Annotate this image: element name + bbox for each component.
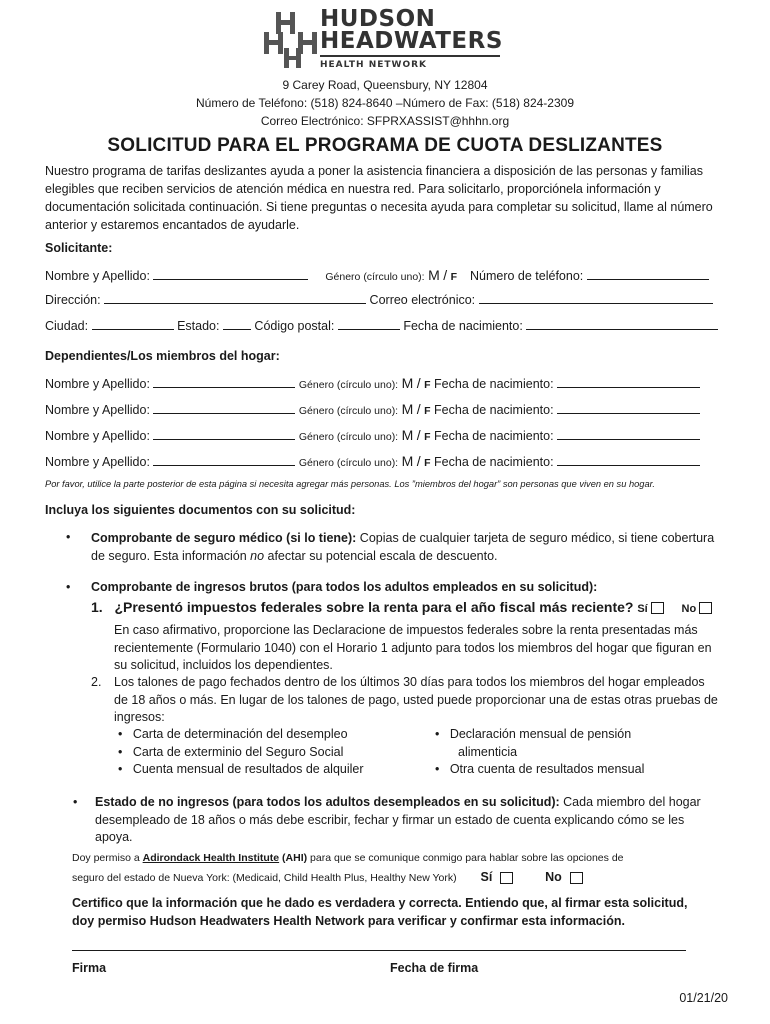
dependent-gender-m[interactable]: M: [401, 375, 414, 391]
tax-no-checkbox[interactable]: [699, 602, 712, 614]
dependent-dob-field[interactable]: [557, 376, 700, 388]
proof-item-continued: alimenticia: [458, 744, 518, 759]
proof-item: [118, 726, 418, 744]
paystub-line-3: ingresos:: [114, 710, 165, 724]
applicant-address-label: Dirección:: [45, 293, 101, 307]
ahi-yes-checkbox[interactable]: [500, 872, 513, 884]
dependents-note: Por favor, utilice la parte posterior de esta página si necesita agregar más personas. Los ”miembros del hogar” son personas que viven en su hogar.: [45, 479, 655, 489]
dependent-name-label: Nombre y Apellido:: [45, 403, 150, 417]
insurance-heading: Comprobante de seguro médico (si lo tiene):: [91, 531, 357, 545]
certification-line-2: doy permiso Hudson Headwaters Health Network para verificar y confirmar esta información.: [72, 914, 625, 928]
proof-item: [435, 726, 735, 744]
applicant-state-label: Estado:: [177, 319, 220, 333]
proof-item-text: Declaración mensual de pensión: [449, 727, 632, 741]
gender-slash: /: [416, 427, 421, 443]
applicant-city-label: Ciudad:: [45, 319, 89, 333]
hhhn-logo-mark-icon: [262, 10, 320, 70]
tax-detail-line-2: recientemente (Formulario 1040) con el Horario 1 adjunto para todos los miembros del hogar que figuran en: [114, 640, 712, 655]
signature-date-label: Fecha de firma: [390, 961, 479, 975]
applicant-city-field[interactable]: [92, 318, 174, 330]
ahi-programs: seguro del estado de Nueva York: (Medicaid, Child Health Plus, Healthy New York): [72, 872, 457, 884]
tax-question-number: 1.: [91, 599, 103, 615]
insurance-text-2b: no: [250, 549, 265, 563]
dependent-gender-label: Género (círculo uno):: [298, 457, 399, 469]
applicant-phone-field[interactable]: [587, 268, 709, 280]
tax-yes-checkbox[interactable]: [651, 602, 664, 614]
applicant-zip-label: Código postal:: [254, 319, 335, 333]
applicant-row-1: [45, 266, 730, 286]
dependent-row: [45, 400, 730, 420]
bullet-dot-icon: •: [435, 727, 440, 741]
insurance-line-1: [91, 529, 731, 547]
income-heading: Comprobante de ingresos brutos (para todos los adultos empleados en su solicitud):: [91, 580, 598, 594]
applicant-gender-f[interactable]: F: [450, 271, 458, 283]
applicant-email-field[interactable]: [479, 292, 713, 304]
dependent-dob-field[interactable]: [557, 454, 700, 466]
paystub-number: 2.: [91, 675, 102, 689]
dependent-gender-f[interactable]: F: [424, 431, 431, 443]
bullet-dot-icon: •: [66, 580, 71, 594]
tax-yes-label: Sí: [637, 603, 648, 615]
dependent-gender-m[interactable]: M: [401, 427, 414, 443]
bullet-dot-icon: •: [66, 530, 71, 544]
gender-slash: /: [416, 375, 421, 391]
form-title: SOLICITUD PARA EL PROGRAMA DE CUOTA DESLIZANTES: [107, 135, 663, 156]
certification-line-1: Certifico que la información que he dado es verdadera y correcta. Entiendo que, al firmar esta solicitud,: [72, 896, 688, 910]
applicant-state-field[interactable]: [223, 318, 251, 330]
ahi-line-1: [72, 849, 732, 868]
email-line: Correo Electrónico: SFPRXASSIST@hhhn.org: [260, 114, 510, 128]
dependent-gender-f[interactable]: F: [424, 457, 431, 469]
dependent-row: [45, 426, 730, 446]
bullet-dot-icon: •: [118, 762, 123, 776]
dependents-heading: Dependientes/Los miembros del hogar:: [45, 349, 280, 363]
applicant-row-3: [45, 318, 730, 336]
dependent-name-label: Nombre y Apellido:: [45, 429, 150, 443]
proof-item: [118, 761, 418, 779]
logo-line-hudson: HUDSON: [320, 6, 436, 32]
dependent-dob-field[interactable]: [557, 428, 700, 440]
no-income-line-2: desempleado de 18 años o más debe escribir, fechar y firmar un estado de cuenta explicando cómo se les: [95, 812, 685, 827]
dependent-dob-label: Fecha de nacimiento:: [434, 429, 554, 443]
logo-rule: [320, 55, 500, 57]
insurance-text-2c: afectar su potencial escala de descuento.: [264, 549, 498, 563]
logo-wordmark: [320, 8, 503, 72]
gender-slash: /: [416, 453, 421, 469]
dependent-row: [45, 452, 730, 472]
ahi-org-name: Adirondack Health Institute: [142, 852, 280, 864]
bullet-dot-icon: •: [73, 795, 78, 809]
logo-line-health-network: HEALTH NETWORK: [320, 60, 427, 70]
proof-item: [118, 744, 418, 762]
proof-item: [435, 761, 735, 779]
bullet-dot-icon: •: [118, 744, 123, 759]
applicant-address-field[interactable]: [104, 292, 366, 304]
dependent-dob-label: Fecha de nacimiento:: [434, 377, 554, 391]
no-income-heading: Estado de no ingresos (para todos los adultos desempleados en su solicitud):: [95, 795, 560, 809]
dependent-gender-label: Género (círculo uno):: [298, 431, 399, 443]
tax-question: [91, 598, 731, 618]
no-income-item: [95, 794, 735, 847]
proof-item-text: Carta de exterminio del Seguro Social: [132, 744, 344, 759]
bullet-dot-icon: •: [435, 762, 440, 776]
dependent-dob-label: Fecha de nacimiento:: [434, 403, 554, 417]
dependent-name-field[interactable]: [153, 454, 295, 466]
address-line: 9 Carey Road, Queensbury, NY 12804: [282, 78, 488, 92]
ahi-prefix: Doy permiso a: [72, 852, 143, 864]
ahi-line-2: [72, 868, 732, 888]
paystub-text: [114, 674, 734, 727]
proof-item-text: Otra cuenta de resultados mensual: [449, 762, 645, 776]
applicant-row-2: [45, 292, 730, 310]
revision-date: 01/21/20: [679, 991, 728, 1005]
signature-label: Firma: [72, 961, 107, 975]
signature-line[interactable]: [72, 950, 686, 951]
insurance-text-1: Copias de cualquier tarjeta de seguro médico, si tiene cobertura: [356, 531, 715, 545]
applicant-name-field[interactable]: [153, 268, 308, 280]
tax-detail-line-1: En caso afirmativo, proporcione las Declaracione de impuestos federales sobre la renta presentadas más: [114, 623, 698, 637]
dependent-gender-f[interactable]: F: [424, 405, 431, 417]
dependent-name-field[interactable]: [153, 376, 295, 388]
logo: [262, 8, 512, 72]
tax-detail-line-3: su solicitud, incluidos los dependientes.: [114, 658, 333, 672]
dependent-row: [45, 374, 730, 394]
dependent-gender-m[interactable]: M: [401, 401, 414, 417]
dependent-name-label: Nombre y Apellido:: [45, 455, 150, 469]
dependent-dob-label: Fecha de nacimiento:: [434, 455, 554, 469]
applicant-gender-label: Género (círculo uno):: [325, 271, 425, 283]
tax-no-label: No: [681, 603, 697, 615]
applicant-heading: Solicitante:: [45, 241, 113, 255]
applicant-dob-field[interactable]: [526, 318, 718, 330]
documents-heading: Incluya los siguientes documentos con su solicitud:: [45, 503, 356, 517]
proofs-left-list: [118, 726, 418, 779]
paystub-line-2: de 18 años o más. En lugar de los talones de pago, usted puede proporcionar una de estas otras pruebas de: [114, 692, 718, 707]
proof-item-text: Cuenta mensual de resultados de alquiler: [132, 762, 364, 776]
ahi-abbr: (AHI): [279, 852, 308, 864]
ahi-yes-label: Sí: [480, 870, 493, 884]
ahi-no-label: No: [545, 870, 562, 884]
certification: [72, 894, 732, 930]
no-income-line-3: apoya.: [95, 830, 133, 844]
logo-line-headwaters: HEADWATERS: [320, 28, 503, 54]
insurance-text-2a: de seguro. Esta información: [91, 549, 251, 563]
dependent-name-field[interactable]: [153, 428, 295, 440]
proof-item-text: Carta de determinación del desempleo: [132, 727, 348, 741]
ahi-rest: para que se comunique conmigo para hablar sobre las opciones de: [307, 852, 624, 864]
dependent-gender-label: Género (círculo uno):: [298, 379, 399, 391]
phone-fax-line: Número de Teléfono: (518) 824-8640 –Número de Fax: (518) 824-2309: [195, 96, 574, 110]
contact-block: [0, 76, 770, 130]
dependent-dob-field[interactable]: [557, 402, 700, 414]
gender-slash: /: [443, 267, 448, 283]
paystub-line-1: Los talones de pago fechados dentro de los últimos 30 días para todos los miembros del hogar empleados: [114, 675, 705, 689]
insurance-item: [91, 529, 731, 565]
dependent-gender-f[interactable]: F: [424, 379, 431, 391]
dependent-gender-m[interactable]: M: [401, 453, 414, 469]
gender-slash: /: [416, 401, 421, 417]
no-income-text-1: Cada miembro del hogar: [559, 795, 701, 809]
applicant-name-label: Nombre y Apellido:: [45, 269, 150, 283]
applicant-dob-label: Fecha de nacimiento:: [403, 319, 523, 333]
tax-detail: [114, 622, 734, 675]
applicant-gender-m[interactable]: M: [428, 267, 440, 283]
dependent-name-field[interactable]: [153, 402, 295, 414]
tax-question-text: ¿Presentó impuestos federales sobre la renta para el año fiscal más reciente?: [114, 599, 634, 615]
bullet-dot-icon: •: [118, 727, 123, 741]
intro-paragraph: Nuestro programa de tarifas deslizantes ayuda a poner la asistencia financiera a disposición de las personas y familias elegibles que reciben servicios de atención médica en nuestra red. Para solicitarlo, proporciónela información y documentación solicitada continuación. Si tiene preguntas o necesita ayuda para completar su solicitud, llame al número anterior y estaremos encantados de ayudarle.: [45, 164, 713, 232]
insurance-line-2: [91, 547, 731, 565]
applicant-zip-field[interactable]: [338, 318, 400, 330]
ahi-no-checkbox[interactable]: [570, 872, 583, 884]
applicant-phone-label: Número de teléfono:: [470, 269, 584, 283]
dependent-name-label: Nombre y Apellido:: [45, 377, 150, 391]
proofs-right-list: [435, 726, 735, 779]
applicant-email-label: Correo electrónico:: [369, 293, 476, 307]
no-income-line-1: [95, 794, 735, 812]
ahi-consent: [72, 849, 732, 888]
dependent-gender-label: Género (círculo uno):: [298, 405, 399, 417]
